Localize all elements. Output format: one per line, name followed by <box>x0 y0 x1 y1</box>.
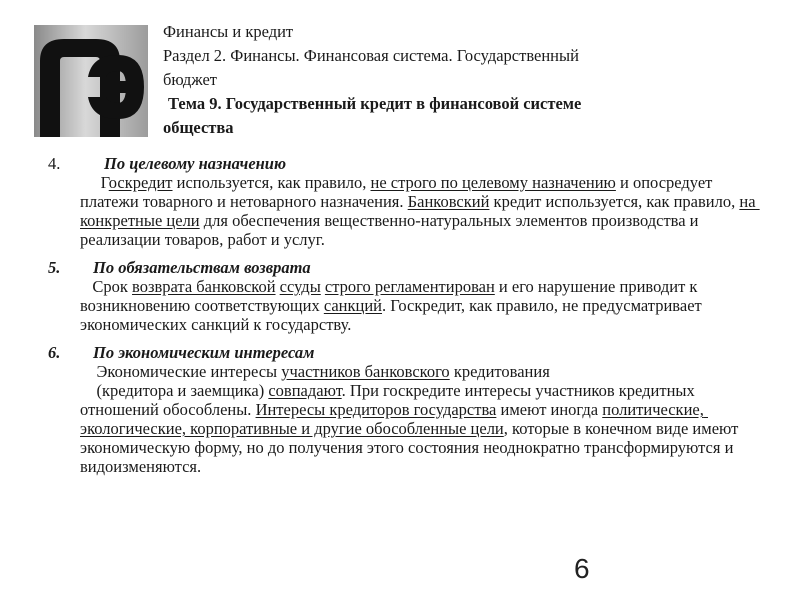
topic-title-line1: Тема 9. Государственный кредит в финансовой системе <box>168 94 582 113</box>
section-4 <box>48 154 768 249</box>
section-heading-text: По экономическим интересам <box>93 343 315 362</box>
slide-header <box>163 20 763 140</box>
section-heading-text: По целевому назначению <box>104 154 287 173</box>
section-number: 4. <box>48 154 61 173</box>
section-heading <box>48 258 768 277</box>
section-5 <box>48 258 768 334</box>
section-heading <box>48 343 768 362</box>
course-title: Финансы и кредит <box>163 22 294 41</box>
section-heading-text: По обязательствам возврата <box>93 258 311 277</box>
section-number: 6. <box>48 343 61 362</box>
section-paragraph: (кредитора и заемщика) совпадают. При госкредите интересы участников кредитных отношений обособлены. Интересы кредиторов государства имеют иногда политические, экологические, корпоративные и другие обособленные цели, которые в конечном виде имеют экономическую форму, но до получения этого состояния неоднократно трансформируются и видоизменяются. <box>80 381 743 476</box>
section-heading <box>48 154 768 173</box>
section-paragraph: Экономические интересы участников банковского кредитования <box>80 362 550 381</box>
section-title-line1: Раздел 2. Финансы. Финансовая система. Государственный <box>163 46 579 65</box>
section-paragraph: Госкредит используется, как правило, не строго по целевому назначению и опосредует платежи товарного и нетоварного назначения. Банковский кредит используется, как правило, на конкретные цели для обеспечения вещественно-натуральных элементов производства и реализации товаров, работ и услуг. <box>80 173 760 249</box>
publisher-logo <box>34 25 148 137</box>
topic-title-line2: общества <box>163 118 234 137</box>
page-number: 6 <box>574 553 590 584</box>
section-number: 5. <box>48 258 61 277</box>
section-6 <box>48 343 768 476</box>
section-paragraph: Срок возврата банковской ссуды строго регламентирован и его нарушение приводит к возникновению соответствующих санкций. Госкредит, как правило, не предусматривает экономических санкций к государству. <box>80 277 706 334</box>
section-title-line2: бюджет <box>163 70 217 89</box>
